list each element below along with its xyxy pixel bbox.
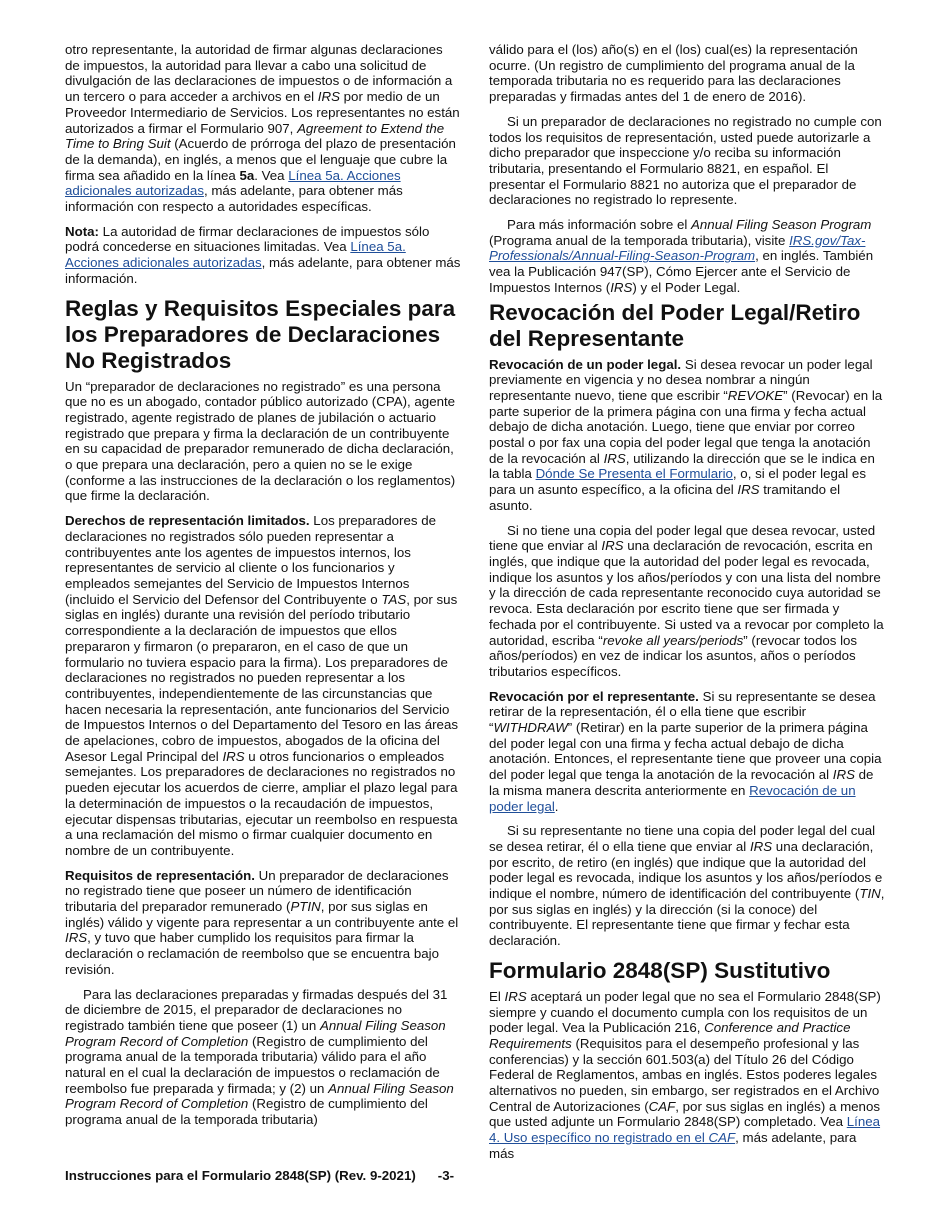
paragraph-nota: Nota: La autoridad de firmar declaraciones de impuestos sólo podrá concederse en situaciones limitadas. Vea Línea 5a. Acciones adicionales autorizadas, más adelante, para obtener más información. — [65, 223, 461, 286]
link-line-5a-nota[interactable]: Línea 5a. Acciones adicionales autorizadas — [65, 239, 406, 271]
paragraph-intro-continued: otro representante, la autoridad de firmar algunas declaraciones de impuestos, la autoridad para llevar a cabo una solicitud de divulgación de las declaraciones de impuestos o de información a un tercero o para acceder a archivos en el IRS por medio de un Proveedor Intermediario de Servicios. Los representantes no están autorizados a firmar el Formulario 907, Agreement to Extend the Time to Bring Suit (Acuerdo de prórroga del plazo de presentación de la demanda), en inglés, a menos que el lenguaje que cubre la firma sea añadido en la línea 5a. Vea Línea 5a. Acciones adicionales autorizadas, más adelante, para obtener más información con respecto a autoridades específicas. — [65, 42, 460, 215]
paragraph-valid-years: válido para el (los) año(s) en el (los) cual(es) la representación ocurre. (Un registro de cumplimiento del programa anual de la temporada tributaria no es requerido para las declaraciones preparadas y firmadas antes del 1 de enero de 2016). — [489, 42, 858, 105]
paragraph-substitute-form: El IRS aceptará un poder legal que no sea el Formulario 2848(SP) siempre y cuando el documento cumpla con los requisitos de un poder legal. Vea la Publicación 216, Conference and Practice Requirements (Requisitos para el desempeño profesional y las conferencias) y la sección 601.503(a) del Título 26 del Código Federal de Reglamentos, ambas en inglés. Estos poderes legales alternativos no pueden, sin embargo, ser registrados en el Archivo Central de Autorizaciones (CAF, por sus siglas en inglés) a menos que usted adjunte un Formulario 2848(SP) completado. Vea Línea 4. Uso específico no registrado en el CAF, más adelante, para más — [489, 988, 881, 1161]
heading-revocation: Revocación del Poder Legal/Retiro del Representante — [489, 299, 861, 351]
paragraph-withdraw-no-copy: Si su representante no tiene una copia del poder legal del cual se desea retirar, él o ella tiene que enviar al IRS una declaración, por escrito, de retiro (en inglés) que indique que la autoridad del poder legal es revocada, indique los asuntos y los años/períodos e indique el nombre, número de identificación del contribuyente (TIN, por sus siglas en inglés) y la dirección (si la conoce) del contribuyente. El representante tiene que firmar y fechar esta declaración. — [489, 823, 885, 949]
page-footer — [65, 1168, 454, 1183]
paragraph-unregistered-definition: Un “preparador de declaraciones no registrado” es una persona que no es un abogado, contador público autorizado (CPA), agente registrado, agente registrado de planes de jubilación o actuario registrado que prepara y firma la declaración de un contribuyente en su capacidad de preparador remunerado de dicha declaración, o que prepara una declaración, pero a quien no se le exige (conforme a las instrucciones de la declaración o los reglamentos) que firme la declaración. — [65, 378, 456, 504]
paragraph-representation-requirements: Requisitos de representación. Un preparador de declaraciones no registrado tiene que poseer un número de identificación tributaria del preparador remunerado (PTIN, por sus siglas en inglés) válido y vigente para representar a un contribuyente ante el IRS, y tuvo que haber cumplido los requisitos para firmar la declaración o reclamación de reembolso que se encuentra bajo revisión. — [65, 867, 459, 977]
left-column — [65, 42, 461, 1137]
paragraph-limited-rights: Derechos de representación limitados. Los preparadores de declaraciones no registrados sólo pueden representar a contribuyentes ante los agentes de impuestos internos, los representantes de servicio al cliente o los funcionarios y empleados semejantes del Servicio de Impuestos Internos (incluido el Servicio del Defensor del Contribuyente o TAS, por sus siglas en inglés) durante una revisión del período tributario correspondiente a la declaración de impuestos que ellos prepararon y firmaron (o prepararon, en el caso de que un formulario no tuviera espacio para la firma). Los preparadores de declaraciones no registrados no pueden representar a los contribuyentes, independientemente de las circunstancias que hacen necesaria la representación, ante funcionarios del Servicio de Impuestos Internos o del Departamento del Tesoro en las áreas de apelaciones, cobro de impuestos, abogados de la oficina del Asesor Legal Principal del IRS u otros funcionarios o empleados semejantes. Los preparadores de declaraciones no registrados no pueden ejecutar los acuerdos de cierre, ampliar el plazo legal para la determinación de impuestos o la recaudación de impuestos, ejecutar dispensas tributarias, ejecutar un reembolso en respuesta a una reclamación del mismo o firmar cualquier documento en nombre de un contribuyente. — [65, 513, 458, 858]
paragraph-no-copy-revoke: Si no tiene una copia del poder legal que desea revocar, usted tiene que enviar al IRS una declaración de revocación, escrita en inglés, que indique que la autoridad del poder legal es revocada, indique los asuntos y los años/períodos y con una lista del nombre y la dirección de cada representante reconocido cuya autoridad se revoca. Esta declaración por escrito tiene que ser firmada y fechada por el contribuyente. Si usted va a revocar por completo la autoridad, escriba “revoke all years/periods” (revocar todos los años/períodos) en vez de indicar los asuntos, años o períodos tributarios específicos. — [489, 522, 884, 679]
link-afsp[interactable]: IRS.gov/Tax-Professionals/Annual-Filing-Season-Program — [489, 232, 866, 264]
paragraph-2015-returns: Para las declaraciones preparadas y firmadas después del 31 de diciembre de 2015, el preparador de declaraciones no registrado también tiene que poseer (1) un Annual Filing Season Program Record of Completion (Registro de cumplimiento del programa anual de la temporada tributaria) válido para el año natural en el cual la declaración de impuestos o reclamación de reembolso fue preparada y firmada; y (2) un Annual Filing Season Program Record of Completion (Registro de cumplimiento del programa anual de la temporada tributaria) — [65, 986, 454, 1128]
paragraph-withdraw: Revocación por el representante. Si su representante se desea retirar de la representación, él o ella tiene que escribir “WITHDRAW” (Retirar) en la parte superior de la primera página del poder legal con una firma y fecha actual debajo de dicha anotación. Entonces, el representante tiene que proveer una copia del poder legal que tenga la anotación de la revocación al IRS de la misma manera descrita anteriormente en Revocación de un poder legal. — [489, 688, 882, 814]
footer-title: Instrucciones para el Formulario 2848(SP) (Rev. 9-2021) — [65, 1168, 416, 1183]
paragraph-form-8821: Si un preparador de declaraciones no registrado no cumple con todos los requisitos de representación, usted puede autorizarle a dicho preparador que inspeccione y/o reciba su información tributaria, presentando el Formulario 8821, en español. El presentar el Formulario 8821 no autoriza que el preparador de declaraciones no registrado lo represente. — [489, 113, 882, 208]
link-where-to-file[interactable]: Dónde Se Presenta el Formulario — [535, 466, 733, 482]
link-line-5a[interactable]: Línea 5a. Acciones adicionales autorizadas — [65, 167, 401, 199]
page-number: -3- — [437, 1168, 455, 1183]
paragraph-revoke-poa: Revocación de un poder legal. Si desea revocar un poder legal previamente en vigencia y no desea nombrar a ningún representante nuevo, tiene que escribir “REVOKE” (Revocar) en la parte superior de la primera página con una firma y fecha actual debajo de dicha anotación. Luego, tiene que enviar por correo postal o por fax una copia del poder legal que tenga la anotación de la revocación al IRS, utilizando la dirección que se le indica en la tabla Dónde Se Presenta el Formulario, o, si el poder legal es para un asunto específico, a la oficina del IRS tramitando el asunto. — [489, 356, 883, 513]
link-revocation[interactable]: Revocación de un poder legal — [489, 782, 856, 814]
link-line-4[interactable]: Línea 4. Uso específico no registrado en el CAF — [489, 1114, 881, 1146]
paragraph-afsp-info: Para más información sobre el Annual Filing Season Program (Programa anual de la temporada tributaria), visite IRS.gov/Tax-Professionals/Annual-Filing-Season-Program, en inglés. También vea la Publicación 947(SP), Cómo Ejercer ante el Servicio de Impuestos Internos (IRS) y el Poder Legal. — [489, 217, 874, 295]
right-column — [489, 42, 885, 1171]
heading-unregistered-preparers: Reglas y Requisitos Especiales para los Preparadores de Declaraciones No Registrados — [65, 295, 456, 373]
heading-substitute-form: Formulario 2848(SP) Sustitutivo — [489, 957, 831, 983]
